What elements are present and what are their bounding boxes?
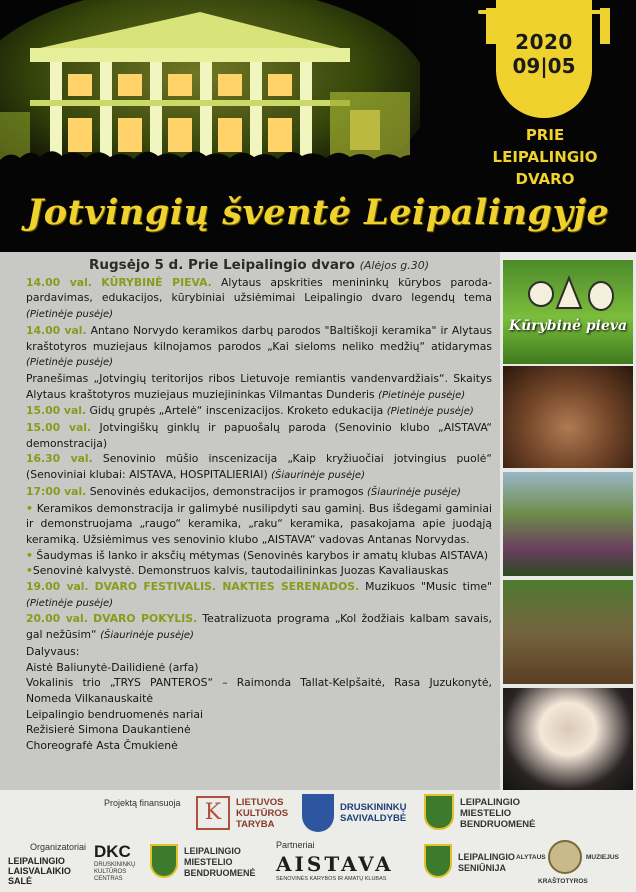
item-location: (Pietinėje pusėje) [26, 597, 114, 609]
program-item [26, 420, 492, 451]
pottery-wheel-photo [503, 366, 633, 468]
museum-seal-icon [548, 840, 582, 874]
druskininkai-line: DRUSKININKŲ [340, 802, 407, 813]
museum-alytaus: ALYTAUS [516, 854, 546, 861]
photo-column [500, 252, 636, 790]
bullet-dot-icon: • [26, 548, 33, 562]
hero-banner [0, 0, 636, 252]
item-event: DVARO FESTIVALIS. NAKTIES SERENADOS. [94, 580, 360, 594]
item-text: Gidų grupės „Artelė“ inscenizacijos. Kroketo edukacija [86, 404, 387, 418]
item-time: 16.30 val. [26, 452, 93, 466]
item-time: 14.00 val. [26, 275, 92, 289]
item-text: Pranešimas „Jotvingių teritorijos ribos Lietuvoje remiantis vandenvardžiais“. Skaitys Alytaus kraštotyros muziejaus muziejininkas Vilmantas Dunderis [26, 371, 492, 401]
ltk-name [236, 797, 288, 830]
seniunija-name [458, 852, 515, 874]
manor-photo [0, 0, 420, 195]
festival-title: Jotvingių šventė Leipalingyje [26, 192, 610, 233]
item-event: DVARO POKYLIS. [93, 612, 198, 626]
bullet-text: Keramikos demonstracija ir galimybė nusilipdyti sau gaminį. Bus išdegami gaminiai ir demonstruojama „raugo“ keramika, „raku“ keramika, pasakojama apie juodąją keramiką. Užsiėmimus ves senovinio klubo „AISTAVA“ vadovas Antanas Norvydas. [26, 501, 492, 546]
participant-line: Dalyvaus: [26, 644, 80, 658]
participant-line: Vokalinis trio „TRYS PANTEROS“ – Raimonda Tallat-Kelpšaitė, Rasa Juzukonytė, Nomeda Vilkanauskaitė [26, 676, 492, 705]
program-item [26, 403, 492, 420]
item-location: (Pietinėje pusėje) [26, 309, 114, 321]
dkc-subtitle [94, 862, 135, 883]
program-item [26, 484, 492, 501]
headline-location: (Alėjos g.30) [359, 259, 429, 272]
item-location: (Šiaurinėje pusėje) [100, 630, 194, 642]
item-text: Alytaus apskrities menininkų kūrybos paroda-pardavimas, edukacijos, kūrybiniai užsiėmimai Leipalingio dvaro legendų tema [26, 275, 493, 305]
partners-label: Partneriai [276, 840, 315, 850]
funded-by-label: Projektą finansuoja [104, 798, 181, 808]
bullet-item [26, 501, 492, 548]
creative-meadow-photo [503, 260, 633, 364]
pottery-icons [503, 260, 633, 364]
sponsors-footer [0, 790, 636, 892]
museum-muziejus: MUZIEJUS [586, 854, 619, 861]
item-text: Teatralizuota programa „Kol žodžiais kalbam savais, gal nežūsim“ [26, 612, 492, 642]
seniunija-line: SENIŪNIJA [458, 863, 507, 873]
dkc-line: DRUSKININKŲ [94, 862, 136, 868]
participant-line: Leipalingio bendruomenės nariai [26, 707, 203, 721]
program-item [26, 611, 492, 643]
seniunija-coat-of-arms-icon [424, 844, 452, 878]
lls-line: LAISVALAIKIO [8, 866, 71, 876]
date-year: 2020 [515, 30, 573, 54]
lmb2-name [184, 846, 256, 879]
aistava-logo: AISTAVA [276, 852, 394, 876]
venue-line-3: DVARO [515, 170, 575, 188]
ltk-line: TARYBA [236, 819, 275, 830]
costume-group-photo [503, 472, 633, 576]
item-text: Senovinės edukacijos, demonstracijos ir pramogos [86, 484, 368, 498]
item-text: Muzikuos "Music time" [359, 580, 492, 594]
item-text: Jotvingiškų ginklų ir papuošalų paroda (Senovinio klubo „AISTAVA“ demonstracija) [26, 421, 492, 450]
tassel-right [600, 8, 610, 44]
battle-reenactment-photo [503, 580, 633, 684]
venue-label [470, 124, 620, 190]
participant-line: Režisierė Simona Daukantienė [26, 723, 191, 737]
item-location: (Pietinėje pusėje) [26, 357, 114, 369]
item-time: 19.00 val. [26, 580, 89, 594]
organizers-label: Organizatoriai [30, 842, 87, 852]
item-location: (Pietinėje pusėje) [386, 406, 474, 418]
program-item [26, 579, 492, 611]
lmb-line: MIESTELIO [460, 808, 512, 819]
venue-line-2: LEIPALINGIO [492, 148, 598, 166]
druskininkai-line: SAVIVALDYBĖ [340, 813, 407, 824]
lls-line: LEIPALINGIO [8, 856, 65, 866]
aistava-subtitle: SENOVINĖS KARYBOS IR AMATŲ KLUBAS [276, 876, 387, 882]
program-item [26, 371, 492, 403]
headline-text: Rugsėjo 5 d. Prie Leipalingio dvaro [88, 257, 355, 273]
ltk-line: LIETUVOS [236, 797, 284, 808]
bullet-dot-icon: • [26, 501, 33, 515]
item-time: 17:00 val. [26, 484, 87, 498]
program-section [0, 252, 500, 790]
item-time: 20.00 val. [26, 612, 88, 626]
bullet-item [26, 548, 492, 564]
dkc-line: CENTRAS [94, 876, 123, 882]
ltk-line: KULTŪROS [236, 808, 289, 819]
lmb-line: BENDRUOMENĖ [460, 819, 536, 830]
program-item [26, 451, 492, 483]
photo-caption: Kūrybinė pieva [508, 318, 628, 334]
program-item [26, 275, 492, 323]
tassel-left [486, 8, 496, 44]
participant-line: Choreografė Asta Čmukienė [26, 739, 178, 753]
druskininkai-name [340, 802, 407, 824]
program-headline [26, 258, 492, 274]
date-banner [496, 0, 592, 118]
venue-line-1: PRIE [525, 126, 565, 144]
bullet-text: Šaudymas iš lanko ir aksčių mėtymas (Senovinės karybos ir amatų klubas AISTAVA) [36, 548, 489, 562]
lmb-coat-of-arms-icon [424, 794, 454, 830]
dkc-line: KULTŪROS [94, 869, 127, 875]
item-text: Senovinio mūšio inscenizacija „Kaip kryžiuočiai jotvingius puolė“ (Senoviniai klubai: AISTAVA, HOSPITALIERIAI) [26, 452, 492, 482]
lmb2-coat-of-arms-icon [150, 844, 178, 878]
ltk-logo-icon: K [196, 796, 230, 830]
druskininkai-coat-of-arms-icon [302, 794, 334, 832]
bullet-item [26, 563, 492, 579]
lmb-name [460, 797, 535, 830]
lmb2-line: BENDRUOMENĖ [184, 868, 256, 878]
bullet-text: Senovinė kalvystė. Demonstruos kalvis, tautodailininkas Juozas Kavaliauskas [32, 564, 449, 578]
dkc-logo: DKC [94, 842, 131, 861]
program-item [26, 323, 492, 371]
item-time: 15.00 val. [26, 421, 92, 435]
item-event: KŪRYBINĖ PIEVA. [101, 275, 212, 289]
item-location: (Šiaurinėje pusėje) [367, 486, 461, 498]
lls-line: SALĖ [8, 876, 33, 886]
lls-name [8, 856, 71, 886]
lmb2-line: MIESTELIO [184, 857, 233, 867]
item-text: Antano Norvydo keramikos darbų parodos "Baltiškoji keramika" ir Alytaus kraštotyros muziejaus kilnojamos parodos „Kai sieloms neliko medžių“ atidarymas [26, 323, 492, 353]
trio-singers-photo [503, 688, 633, 790]
seniunija-line: LEIPALINGIO [458, 852, 515, 862]
item-time: 14.00 val. [26, 323, 87, 337]
item-time: 15.00 val. [26, 404, 87, 418]
item-location: (Šiaurinėje pusėje) [271, 470, 365, 482]
participant-line: Aistė Baliunytė-Dailidienė (arfa) [26, 660, 199, 674]
lmb-line: LEIPALINGIO [460, 797, 520, 808]
lmb2-line: LEIPALINGIO [184, 846, 241, 856]
item-location: (Pietinėje pusėje) [378, 389, 466, 401]
date-day: 09|05 [512, 54, 576, 78]
bullet-dot-icon: • [26, 564, 33, 578]
museum-krastotyros: KRAŠTOTYROS [538, 878, 588, 885]
